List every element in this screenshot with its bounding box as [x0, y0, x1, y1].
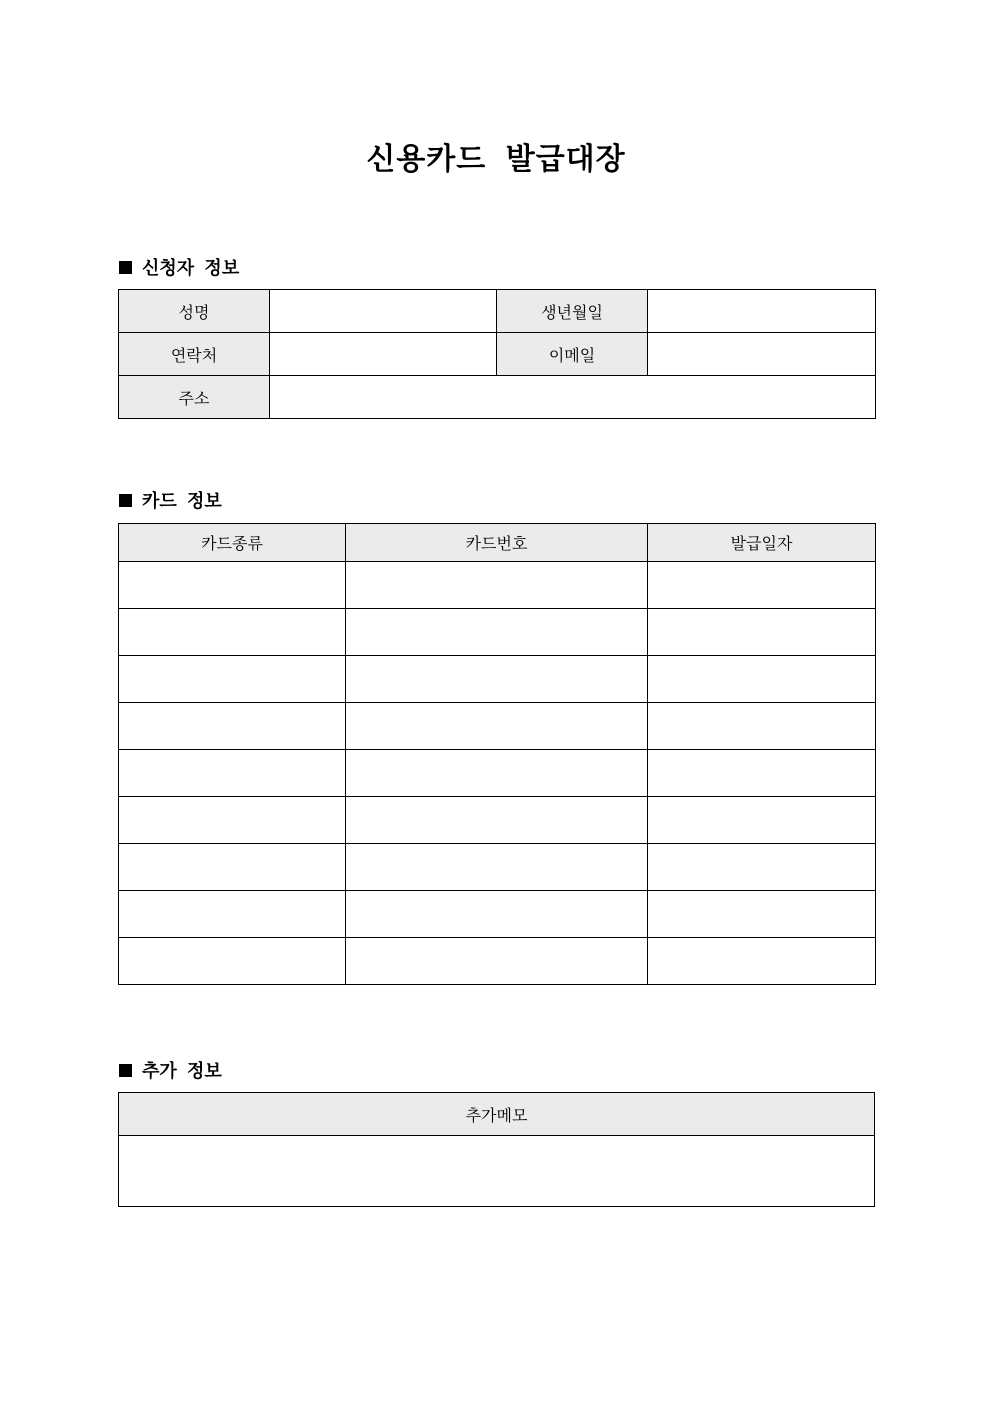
issue-date-cell[interactable] — [648, 609, 876, 656]
column-header-card-number: 카드번호 — [346, 524, 648, 562]
memo-field[interactable] — [119, 1136, 875, 1207]
table-row — [119, 797, 876, 844]
extra-section-heading — [119, 1057, 222, 1083]
table-row — [119, 938, 876, 985]
card-number-cell[interactable] — [346, 750, 648, 797]
card-number-cell[interactable] — [346, 562, 648, 609]
table-row — [119, 750, 876, 797]
table-row — [119, 609, 876, 656]
card-number-cell[interactable] — [346, 844, 648, 891]
name-field[interactable] — [270, 290, 497, 333]
table-row — [119, 562, 876, 609]
issue-date-cell[interactable] — [648, 656, 876, 703]
card-type-cell[interactable] — [119, 844, 346, 891]
card-type-cell[interactable] — [119, 938, 346, 985]
birth-date-field[interactable] — [648, 290, 876, 333]
extra-info-table — [118, 1092, 875, 1207]
issue-date-cell[interactable] — [648, 891, 876, 938]
table-row — [119, 891, 876, 938]
card-section-heading — [119, 487, 222, 513]
card-number-cell[interactable] — [346, 938, 648, 985]
extra-heading-text: 추가 정보 — [142, 1061, 222, 1082]
table-row — [119, 703, 876, 750]
card-type-cell[interactable] — [119, 797, 346, 844]
table-row — [119, 656, 876, 703]
contact-field[interactable] — [270, 333, 497, 376]
table-row — [119, 844, 876, 891]
card-type-cell[interactable] — [119, 562, 346, 609]
card-number-cell[interactable] — [346, 609, 648, 656]
column-header-issue-date: 발급일자 — [648, 524, 876, 562]
issue-date-cell[interactable] — [648, 562, 876, 609]
table-header-row — [119, 1093, 875, 1136]
email-field[interactable] — [648, 333, 876, 376]
email-label: 이메일 — [497, 333, 648, 376]
issue-date-cell[interactable] — [648, 750, 876, 797]
card-number-cell[interactable] — [346, 797, 648, 844]
page-title: 신용카드 발급대장 — [366, 142, 626, 177]
card-type-cell[interactable] — [119, 750, 346, 797]
issue-date-cell[interactable] — [648, 938, 876, 985]
issue-date-cell[interactable] — [648, 844, 876, 891]
card-type-cell[interactable] — [119, 609, 346, 656]
table-header-row — [119, 524, 876, 562]
memo-label: 추가메모 — [119, 1093, 875, 1136]
square-bullet-icon — [119, 1064, 132, 1077]
issue-date-cell[interactable] — [648, 797, 876, 844]
issue-date-cell[interactable] — [648, 703, 876, 750]
birth-date-label: 생년월일 — [497, 290, 648, 333]
table-row — [119, 1136, 875, 1207]
address-field[interactable] — [270, 376, 876, 419]
card-number-cell[interactable] — [346, 891, 648, 938]
table-row — [119, 333, 876, 376]
square-bullet-icon — [119, 261, 132, 274]
card-info-table — [118, 523, 876, 985]
column-header-card-type: 카드종류 — [119, 524, 346, 562]
table-row — [119, 376, 876, 419]
card-type-cell[interactable] — [119, 656, 346, 703]
table-row — [119, 290, 876, 333]
card-number-cell[interactable] — [346, 656, 648, 703]
card-type-cell[interactable] — [119, 703, 346, 750]
card-heading-text: 카드 정보 — [142, 491, 222, 512]
address-label: 주소 — [119, 376, 270, 419]
card-number-cell[interactable] — [346, 703, 648, 750]
card-type-cell[interactable] — [119, 891, 346, 938]
name-label: 성명 — [119, 290, 270, 333]
applicant-section-heading — [119, 254, 239, 280]
applicant-info-table — [118, 289, 876, 419]
applicant-heading-text: 신청자 정보 — [142, 258, 240, 279]
square-bullet-icon — [119, 494, 132, 507]
contact-label: 연락처 — [119, 333, 270, 376]
